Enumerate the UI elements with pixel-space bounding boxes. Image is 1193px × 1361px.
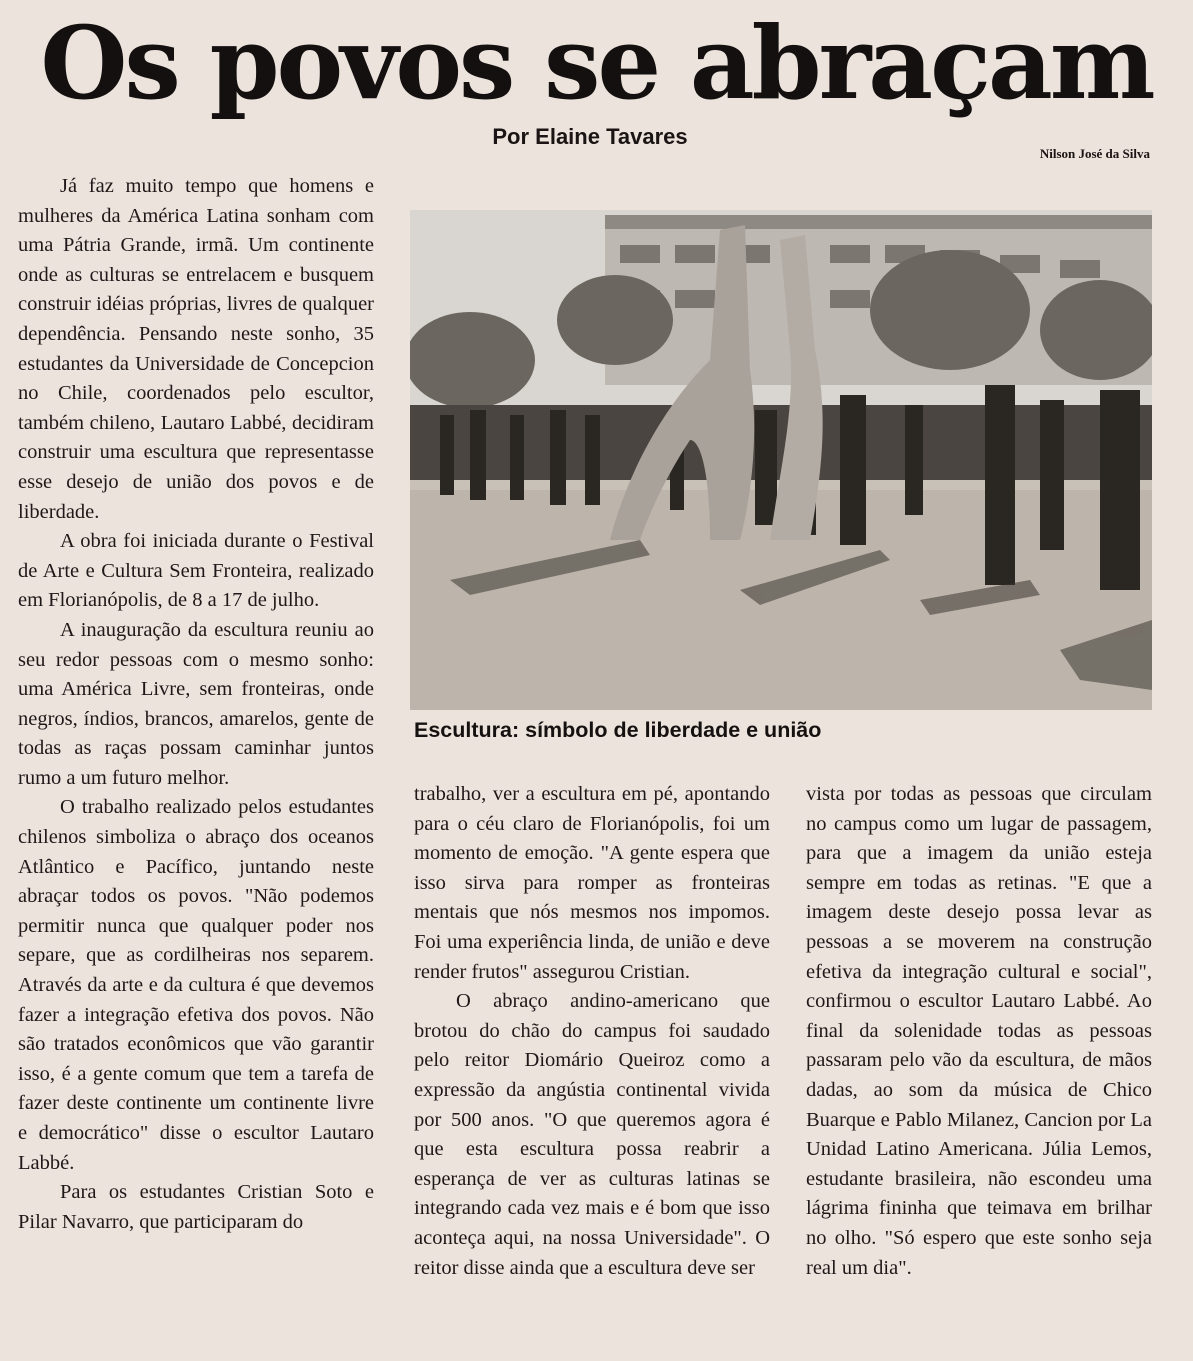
article-column-3 [806,780,1152,1283]
paragraph: Para os estudantes Cristian Soto e Pilar Navarro, que participaram do [18,1181,374,1233]
paragraph: vista por todas as pessoas que circulam no campus como um lugar de passagem, para que a imagem da união esteja sempre em todas as retinas. "E que a imagem deste desejo possa levar as pessoas a se moverem na construção efetiva da integração cultural e social", confirmou o escultor Lautaro Labbé. Ao final da solenidade todas as pessoas passaram pelo vão da escultura, de mãos dadas, ao som da música de Chico Buarque e Pablo Milanez, Cancion por La Unidad Latino Americana. Júlia Lemos, estudante brasileira, não escondeu uma lágrima fininha que teimava em brilhar no olho. "Só espero que este sonho seja real um dia". [806,783,1152,1279]
paragraph: O trabalho realizado pelos estudantes chilenos simboliza o abraço dos oceanos Atlântico e Pacífico, juntando neste abraçar todos os povos. "Não podemos permitir nunca que qualquer poder nos separe, que as cordilheiras nos separem. Através da arte e da cultura é que devemos fazer a integração efetiva dos povos. Não são tratados econômicos que vão garantir isso, é a gente comum que tem a tarefa de fazer deste continente um continente livre e democrático" disse o escultor Lautaro Labbé. [18,796,374,1174]
photo-credit: Nilson José da Silva [1039,146,1150,161]
headline: Os povos se abraçam [40,4,1153,122]
article-column-1 [18,172,374,1237]
photo-illustration [410,210,1152,710]
photo-caption: Escultura: símbolo de liberdade e união [414,718,822,742]
paragraph: trabalho, ver a escultura em pé, apontando para o céu claro de Florianópolis, foi um momento de emoção. "A gente espera que isso sirva para romper as fronteiras mentais que nós mesmos nos impomos. Foi uma experiência linda, de união e deve render frutos" assegurou Cristian. [414,783,770,983]
sculpture-photo [410,210,1152,710]
byline: Por Elaine Tavares [492,124,688,149]
paragraph: Já faz muito tempo que homens e mulheres da América Latina sonham com uma Pátria Grande, irmã. Um continente onde as culturas se entrelacem e busquem construir idéias próprias, livres de qualquer dependência. Pensando neste sonho, 35 estudantes da Universidade de Concepcion no Chile, coordenados pelo escultor, também chileno, Lautaro Labbé, decidiram construir uma escultura que representasse esse desejo de união dos povos e de liberdade. [18,175,374,523]
paragraph: A obra foi iniciada durante o Festival de Arte e Cultura Sem Fronteira, realizado em Florianópolis, de 8 a 17 de julho. [18,530,374,612]
paragraph: O abraço andino-americano que brotou do chão do campus foi saudado pelo reitor Diomário Queiroz como a expressão da angústia continental vivida por 500 anos. "O que queremos agora é que esta escultura possa reabrir a esperança de ver as culturas latinas se integrando cada vez mais e é bom que isso aconteça aqui, na nossa Universidade". O reitor disse ainda que a escultura deve ser [414,990,770,1279]
article-column-2 [414,780,770,1283]
paragraph: A inauguração da escultura reuniu ao seu redor pessoas com o mesmo sonho: uma América Livre, sem fronteiras, onde negros, índios, brancos, amarelos, gente de todas as raças possam caminhar juntos rumo a um futuro melhor. [18,618,374,789]
